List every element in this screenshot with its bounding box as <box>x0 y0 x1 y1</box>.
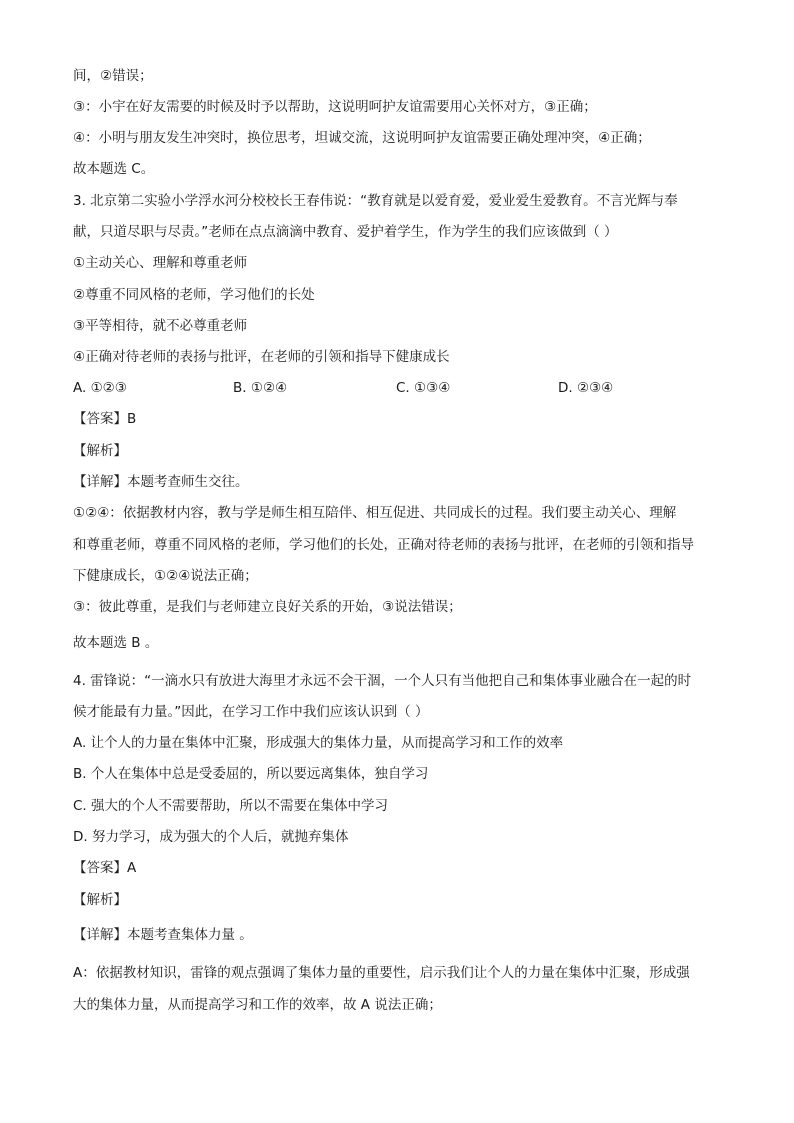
question-3-statement: ④正确对待老师的表扬与批评，在老师的引领和指导下健康成长 <box>73 349 450 365</box>
question-3-stem: 献，只道尽职与尽责。”老师在点点滴滴中教育、爱护着学生，作为学生的我们应该做到（ ） <box>73 224 618 240</box>
question-3-option-a: A. ①②③ <box>73 380 127 396</box>
question-3-statement: ③平等相待，就不必尊重老师 <box>73 318 248 334</box>
question-3-stem: 3. 北京第二实验小学浮水河分校校长王春伟说：“教育就是以爱育爱，爱业爱生爱教育。不言光辉与奉 <box>73 193 678 209</box>
explanation-line: 和尊重老师，尊重不同风格的老师，学习他们的长处，正确对待老师的表扬与批评，在老师的引领和指导 <box>73 537 694 553</box>
explanation-line: 下健康成长，①②④说法正确； <box>73 568 258 584</box>
explanation-line: 大的集体力量，从而提高学习和工作的效率，故 A 说法正确； <box>73 997 442 1013</box>
explanation-line: ①②④：依据教材内容，教与学是师生相互陪伴、相互促进、共同成长的过程。我们要主动关心、理解 <box>73 505 677 521</box>
detail-line: 【详解】本题考查师生交往。 <box>73 474 249 490</box>
text-line: 间，②错误； <box>73 68 153 84</box>
question-4-option-a: A. 让个人的力量在集体中汇聚，形成强大的集体力量，从而提高学习和工作的效率 <box>73 735 564 751</box>
explanation-line: ③：彼此尊重，是我们与老师建立良好关系的开始，③说法错误； <box>73 599 462 615</box>
question-4-stem: 候才能最有力量。”因此，在学习工作中我们应该认识到（ ） <box>73 704 429 720</box>
conclusion-line: 故本题选 B 。 <box>73 635 159 651</box>
detail-line: 【详解】本题考查集体力量 。 <box>73 927 253 943</box>
question-3-option-c: C. ①③④ <box>396 380 451 396</box>
question-3-statement: ②尊重不同风格的老师，学习他们的长处 <box>73 287 315 303</box>
question-4-stem: 4. 雷锋说：“一滴水只有放进大海里才永远不会干涸，一个人只有当他把自己和集体事业融合在一起的时 <box>73 673 692 689</box>
question-4-option-d: D. 努力学习，成为强大的个人后，就抛弃集体 <box>73 829 349 845</box>
text-line: ④：小明与朋友发生冲突时，换位思考，坦诚交流，这说明呵护友谊需要正确处理冲突，④正确； <box>73 130 651 146</box>
analysis-label: 【解析】 <box>73 892 127 908</box>
question-3-statement: ①主动关心、理解和尊重老师 <box>73 255 248 271</box>
question-4-option-b: B. 个人在集体中总是受委屈的，所以要远离集体，独自学习 <box>73 766 429 782</box>
analysis-label: 【解析】 <box>73 443 127 459</box>
answer-label: 【答案】B <box>73 411 137 427</box>
text-line: 故本题选 C。 <box>73 161 155 177</box>
answer-label: 【答案】A <box>73 860 137 876</box>
question-3-option-b: B. ①②④ <box>233 380 288 396</box>
question-3-option-d: D. ②③④ <box>558 380 614 396</box>
text-line: ③：小宇在好友需要的时候及时予以帮助，这说明呵护友谊需要用心关怀对方，③正确； <box>73 99 597 115</box>
explanation-line: A：依据教材知识，雷锋的观点强调了集体力量的重要性，启示我们让个人的力量在集体中汇聚，形成强 <box>73 965 690 981</box>
question-4-option-c: C. 强大的个人不需要帮助，所以不需要在集体中学习 <box>73 798 389 814</box>
